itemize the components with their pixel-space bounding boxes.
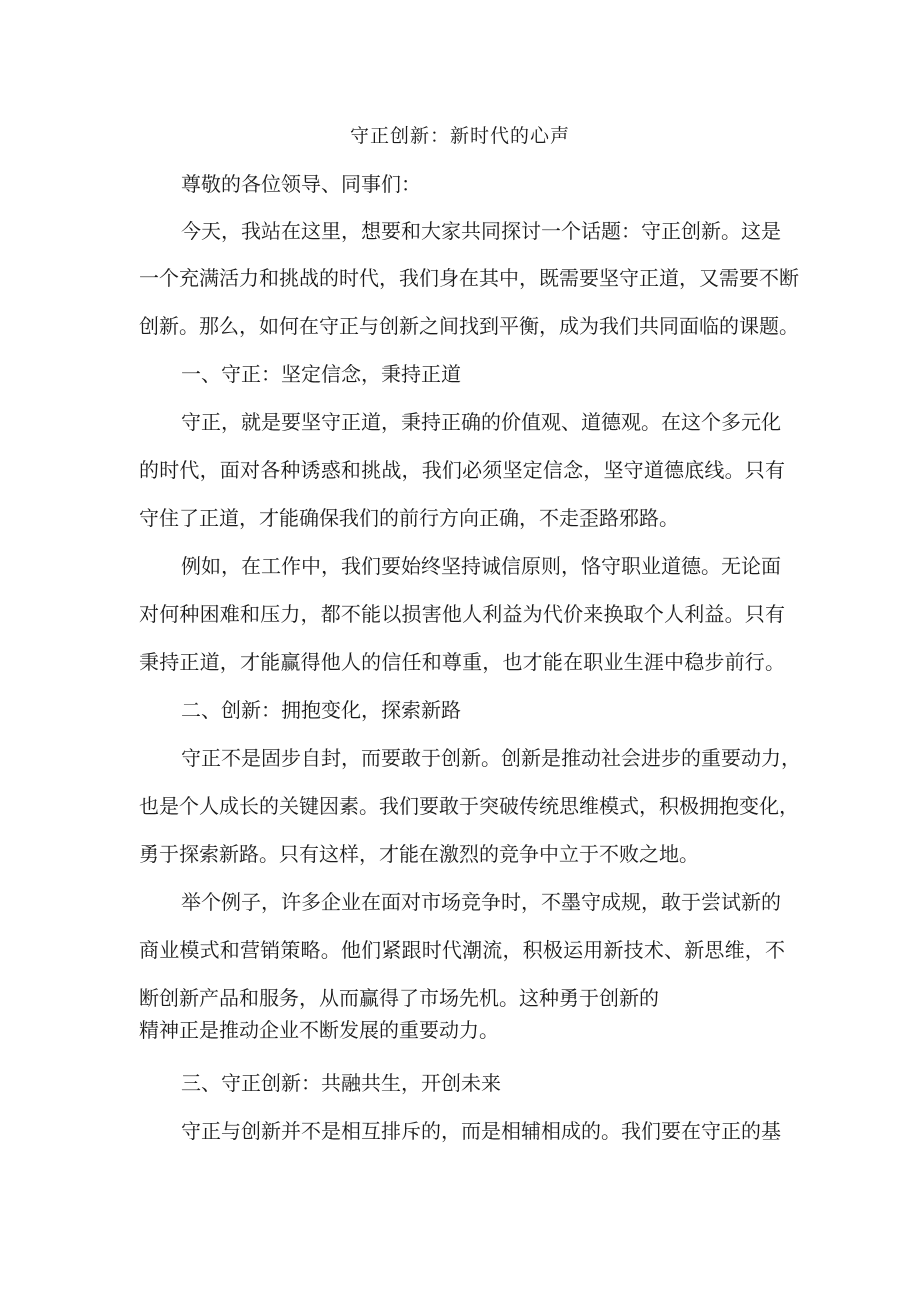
- paragraph-line: 守正不是固步自封，而要敢于创新。创新是推动社会进步的重要动力，: [181, 746, 801, 770]
- paragraph-line: 一个充满活力和挑战的时代，我们身在其中，既需要坚守正道，又需要不断: [139, 266, 799, 290]
- paragraph-line: 勇于探索新路。只有这样，才能在激烈的竞争中立于不败之地。: [139, 842, 699, 866]
- paragraph-line: 守正，就是要坚守正道，秉持正确的价值观、道德观。在这个多元化: [181, 410, 781, 434]
- paragraph-line: 也是个人成长的关键因素。我们要敢于突破传统思维模式，积极拥抱变化，: [139, 794, 799, 818]
- section-heading-2: 二、创新：拥抱变化，探索新路: [181, 698, 461, 722]
- paragraph-line: 今天，我站在这里，想要和大家共同探讨一个话题：守正创新。这是: [181, 219, 781, 243]
- paragraph-line: 商业模式和营销策略。他们紧跟时代潮流，积极运用新技术、新思维，不: [139, 938, 785, 962]
- paragraph-line: 对何种困难和压力，都不能以损害他人利益为代价来换取个人利益。只有: [139, 602, 785, 626]
- section-heading-1: 一、守正：坚定信念，秉持正道: [181, 362, 461, 386]
- paragraph-line: 秉持正道，才能赢得他人的信任和尊重，也才能在职业生涯中稳步前行。: [139, 650, 785, 674]
- paragraph-line: 举个例子，许多企业在面对市场竞争时，不墨守成规，敢于尝试新的: [181, 890, 781, 914]
- section-heading-3: 三、守正创新：共融共生，开创未来: [181, 1071, 501, 1095]
- salutation: 尊敬的各位领导、同事们：: [181, 172, 421, 196]
- paragraph-line: 守正与创新并不是相互排斥的，而是相辅相成的。我们要在守正的基: [181, 1119, 781, 1143]
- paragraph-line: 的时代，面对各种诱惑和挑战，我们必须坚定信念，坚守道德底线。只有: [139, 458, 785, 482]
- paragraph-line: 创新。那么，如何在守正与创新之间找到平衡，成为我们共同面临的课题。: [139, 314, 799, 338]
- paragraph-line: 精神正是推动企业不断发展的重要动力。: [139, 1018, 499, 1042]
- paragraph-line: 例如，在工作中，我们要始终坚持诚信原则，恪守职业道德。无论面: [181, 554, 781, 578]
- paragraph-line: 守住了正道，才能确保我们的前行方向正确，不走歪路邪路。: [139, 506, 679, 530]
- document-title: 守正创新：新时代的心声: [349, 125, 570, 147]
- paragraph-line: 断创新产品和服务，从而赢得了市场先机。这种勇于创新的: [139, 986, 659, 1010]
